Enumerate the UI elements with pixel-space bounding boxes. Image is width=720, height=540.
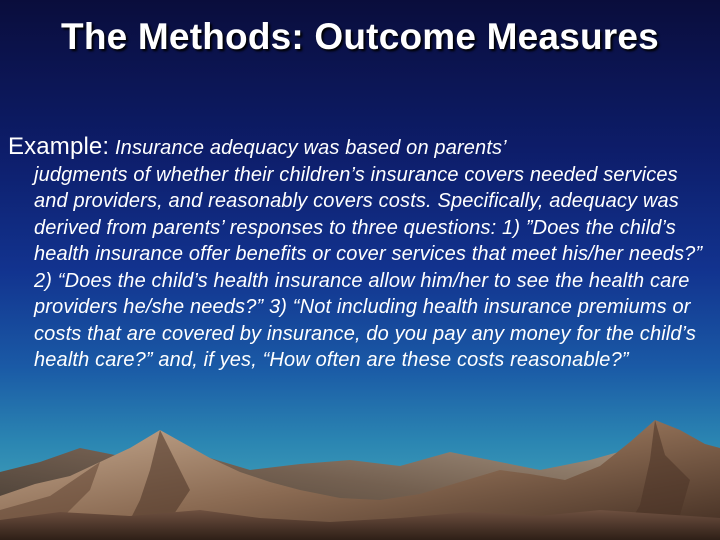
- body-text-rest: judgments of whether their children’s insurance covers needed services and providers, and reasonably covers costs. Specifically, adequacy was derived from parents’ responses to three questions: 1) ”Does the child’s health insurance offer benefits or cover services that meet his/her needs?” 2) “Does the child’s health insurance allow him/her to see the health care providers he/she needs?” 3) “Not including health insurance premiums or costs that are covered by insurance, do you pay any money for the child’s health care?” and, if yes, “How often are these costs reasonable?”: [34, 163, 703, 371]
- example-label: Example:: [8, 133, 110, 160]
- mountain-range-illustration: [0, 400, 720, 540]
- slide-body: [8, 134, 712, 374]
- body-first-line: [8, 134, 712, 162]
- body-text-first: Insurance adequacy was based on parents’: [114, 137, 507, 159]
- slide-title: The Methods: Outcome Measures: [61, 16, 659, 57]
